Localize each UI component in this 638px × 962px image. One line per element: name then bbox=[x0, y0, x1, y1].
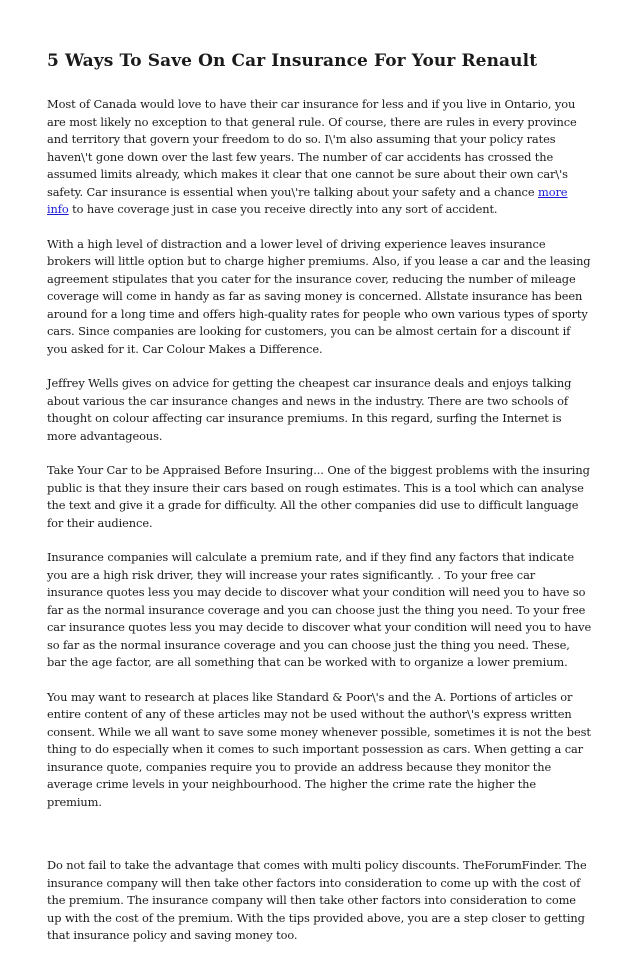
paragraph-2: With a high level of distraction and a lower level of driving experience leaves insurance brokers will little option but to charge higher premiums. Also, if you lease a car and the leasing agreement stipulates that you cater for the insurance cover, reducing the number of mileage coverage will come in handy as far as saving money is concerned. Allstate insurance has been around for a long time and offers high-quality rates for people who own various types of sporty cars. Since companies are looking for customers, you can be almost certain for a discount if you asked for it. Car Colour Makes a Difference. bbox=[47, 236, 591, 356]
paragraph-1 bbox=[47, 96, 592, 219]
paragraph-gap bbox=[47, 828, 592, 857]
paragraph-6: You may want to research at places like Standard & Poor\'s and the A. Portions of articles or entire content of any of these articles may not be used without the author\'s express written consent. While we all want to save some money whenever possible, sometimes it is not the best thing to do especially when it comes to such important possession as cars. When getting a car insurance quote, companies require you to provide an address because they monitor the average crime levels in your neighbourhood. The higher the crime rate the higher the premium. bbox=[47, 689, 591, 809]
paragraph-4: Take Your Car to be Appraised Before Insuring... One of the biggest problems with the insuring public is that they insure their cars based on rough estimates. This is a tool which can analyse the text and give it a grade for difficulty. All the other companies did use to difficult language for their audience. bbox=[47, 463, 590, 530]
paragraph-7: Do not fail to take the advantage that comes with multi policy discounts. TheForumFinder. The insurance company will then take other factors into consideration to come up with the cost of the premium. The insurance company will then take other factors into consideration to come up with the cost of the premium. With the tips provided above, you are a step closer to getting that insurance policy and saving money too. bbox=[47, 858, 587, 942]
document-page bbox=[47, 50, 592, 962]
paragraph-5: Insurance companies will calculate a premium rate, and if they find any factors that indicate you are a high risk driver, they will increase your rates significantly. . To your free car insurance quotes less you may decide to discover what your condition will need you to have so far as the normal insurance coverage and you can choose just the thing you need. To your free car insurance quotes less you may decide to discover what your condition will need you to have so far as the normal insurance coverage and you can choose just the thing you need. These, bar the age factor, are all something that can be worked with to organize a lower premium. bbox=[47, 550, 592, 669]
paragraph-3: Jeffrey Wells gives on advice for getting the cheapest car insurance deals and enjoys talking about various the car insurance changes and news in the industry. There are two schools of thought on colour affecting car insurance premiums. In this regard, surfing the Internet is more advantageous. bbox=[47, 376, 572, 443]
paragraph-1-text-end: to have coverage just in case you receive directly into any sort of accident. bbox=[68, 202, 498, 216]
page-title: 5 Ways To Save On Car Insurance For Your Renault bbox=[47, 51, 538, 71]
paragraph-1-text-start: Most of Canada would love to have their car insurance for less and if you live in Ontario, you are most likely no exception to that general rule. Of course, there are rules in every province and territory that govern your freedom to do so. I\'m also assuming that your policy rates haven\'t gone down over the last few years. The number of car accidents has crossed the assumed limits already, which makes it clear that one cannot be sure about their own car\'s safety. Car insurance is essential when you\'re talking about your safety and a chance bbox=[47, 97, 577, 199]
more-info-link[interactable]: more info bbox=[47, 184, 568, 216]
